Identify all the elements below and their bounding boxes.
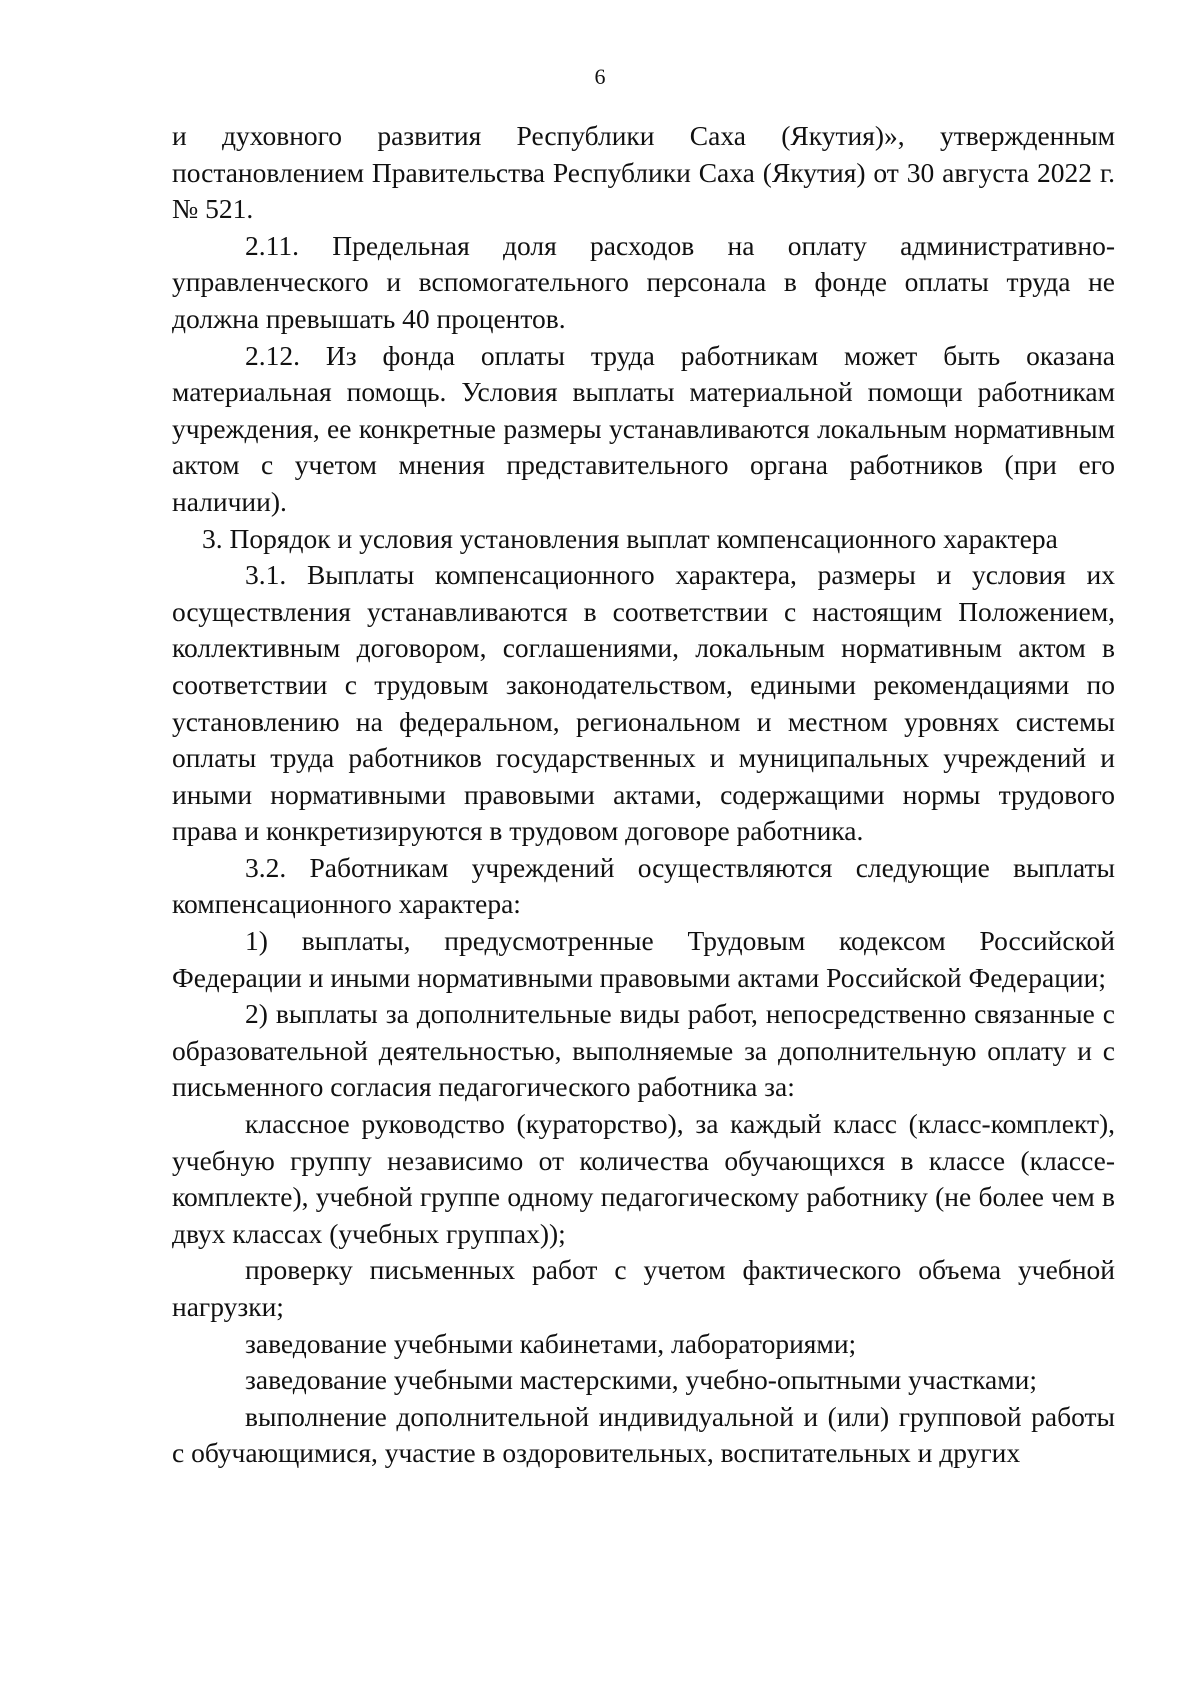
section-heading: 3. Порядок и условия установления выплат компенсационного характера <box>202 522 1058 554</box>
document-body <box>172 118 1115 1472</box>
sub-item-workshops: заведование учебными мастерскими, учебно-опытными участками; <box>245 1364 1038 1396</box>
paragraph-continuation: и духовного развития Республики Саха (Якутия)», утвержденным постановлением Правительства Республики Саха (Якутия) от 30 августа 2022 г. № 521. <box>172 120 1115 225</box>
list-item-1: 1) выплаты, предусмотренные Трудовым кодексом Российской Федерации и иными нормативными правовыми актами Российской Федерации; <box>172 925 1115 993</box>
list-item-2: 2) выплаты за дополнительные виды работ, непосредственно связанные с образовательной деятельностью, выполняемые за дополнительную оплату и с письменного согласия педагогического работника за: <box>172 998 1115 1103</box>
sub-item-extra-work: выполнение дополнительной индивидуальной и (или) групповой работы с обучающимися, участие в оздоровительных, воспитательных и других <box>172 1400 1115 1469</box>
paragraph-3-2: 3.2. Работникам учреждений осуществляются следующие выплаты компенсационного характера: <box>172 851 1115 920</box>
paragraph-2-11: 2.11. Предельная доля расходов на оплату административно-управленческого и вспомогательного персонала в фонде оплаты труда не должна превышать 40 процентов. <box>172 229 1115 334</box>
page-number: 6 <box>594 64 606 89</box>
paragraph-3-1: 3.1. Выплаты компенсационного характера, размеры и условия их осуществления устанавливаются в соответствии с настоящим Положением, коллективным договором, соглашениями, локальным нормативным актом в соответствии с трудовым законодательством, едиными рекомендациями по установлению на федеральном, региональном и местном уровнях системы оплаты труда работников государственных и муниципальных учреждений и иными нормативными правовыми актами, содержащими нормы трудового права и конкретизируются в трудовом договоре работника. <box>172 559 1115 847</box>
sub-item-checking: проверку письменных работ с учетом фактического объема учебной нагрузки; <box>172 1254 1115 1322</box>
paragraph-2-12: 2.12. Из фонда оплаты труда работникам может быть оказана материальная помощь. Условия выплаты материальной помощи работникам учреждения, ее конкретные размеры устанавливаются локальным нормативным актом с учетом мнения представительного органа работников (при его наличии). <box>172 339 1115 517</box>
sub-item-cabinets: заведование учебными кабинетами, лабораториями; <box>245 1327 857 1359</box>
sub-item-class-guidance: классное руководство (кураторство), за каждый класс (класс-комплект), учебную группу независимо от количества обучающихся в классе (классе-комплекте), учебной группе одному педагогическому работнику (не более чем в двух классах (учебных группах)); <box>172 1108 1115 1249</box>
